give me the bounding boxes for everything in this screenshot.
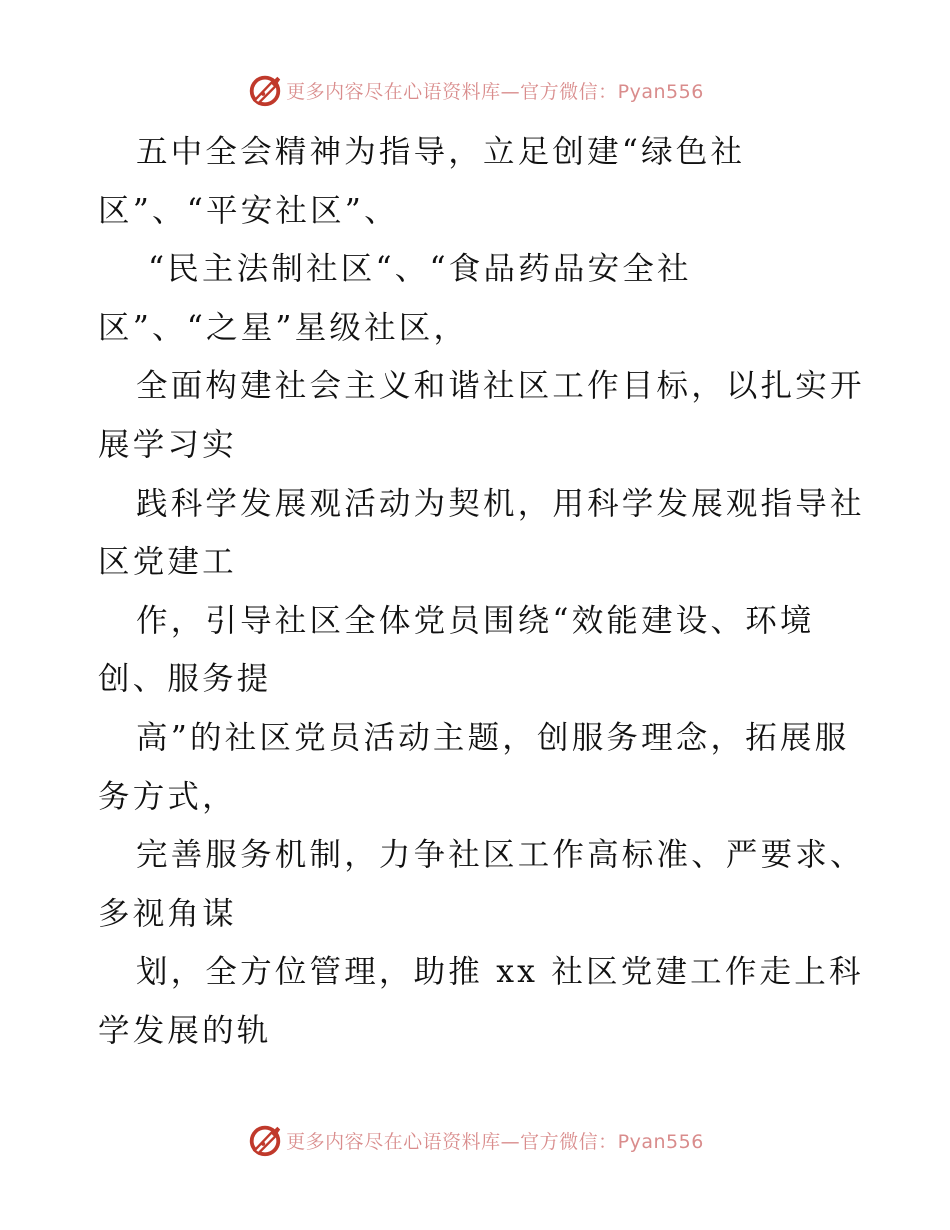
text-line: 区”、“平安社区”、 <box>98 192 399 229</box>
text-line: 学发展的轨 <box>98 1012 272 1049</box>
document-body <box>98 123 888 1061</box>
footer-banner-text: 更多内容尽在心语资料库—官方微信：Pyan556 <box>286 1130 704 1153</box>
text-line: 完善服务机制，力争社区工作高标准、严要求、 <box>136 837 865 874</box>
text-line: 践科学发展观活动为契机，用科学发展观指导社 <box>136 485 865 522</box>
text-line: 五中全会精神为指导，立足创建“绿色社 <box>136 134 746 170</box>
text-line: 区党建工 <box>98 544 237 581</box>
text-line: 区”、“之星”星级社区， <box>98 309 469 346</box>
text-line: 作，引导社区全体党员围绕“效能建设、环境 <box>136 602 815 639</box>
text-line: 划，全方位管理，助推 xx 社区党建工作走上科 <box>136 954 864 991</box>
text-line: 全面构建社会主义和谐社区工作目标，以扎实开 <box>136 368 865 405</box>
text-line: “民主法制社区“、“食品药品安全社 <box>148 251 692 288</box>
text-line: 展学习实 <box>98 426 237 463</box>
text-line: 多视角谋 <box>98 895 237 932</box>
text-line: 务方式， <box>98 778 237 815</box>
header-banner <box>0 68 950 112</box>
footer-banner <box>0 1118 950 1162</box>
pen-logo-icon <box>246 1121 284 1159</box>
text-line: 高”的社区党员活动主题，创服务理念，拓展服 <box>136 719 850 756</box>
pen-logo-icon <box>246 71 284 109</box>
header-banner-text: 更多内容尽在心语资料库—官方微信：Pyan556 <box>286 80 704 103</box>
text-line: 创、服务提 <box>98 661 272 698</box>
